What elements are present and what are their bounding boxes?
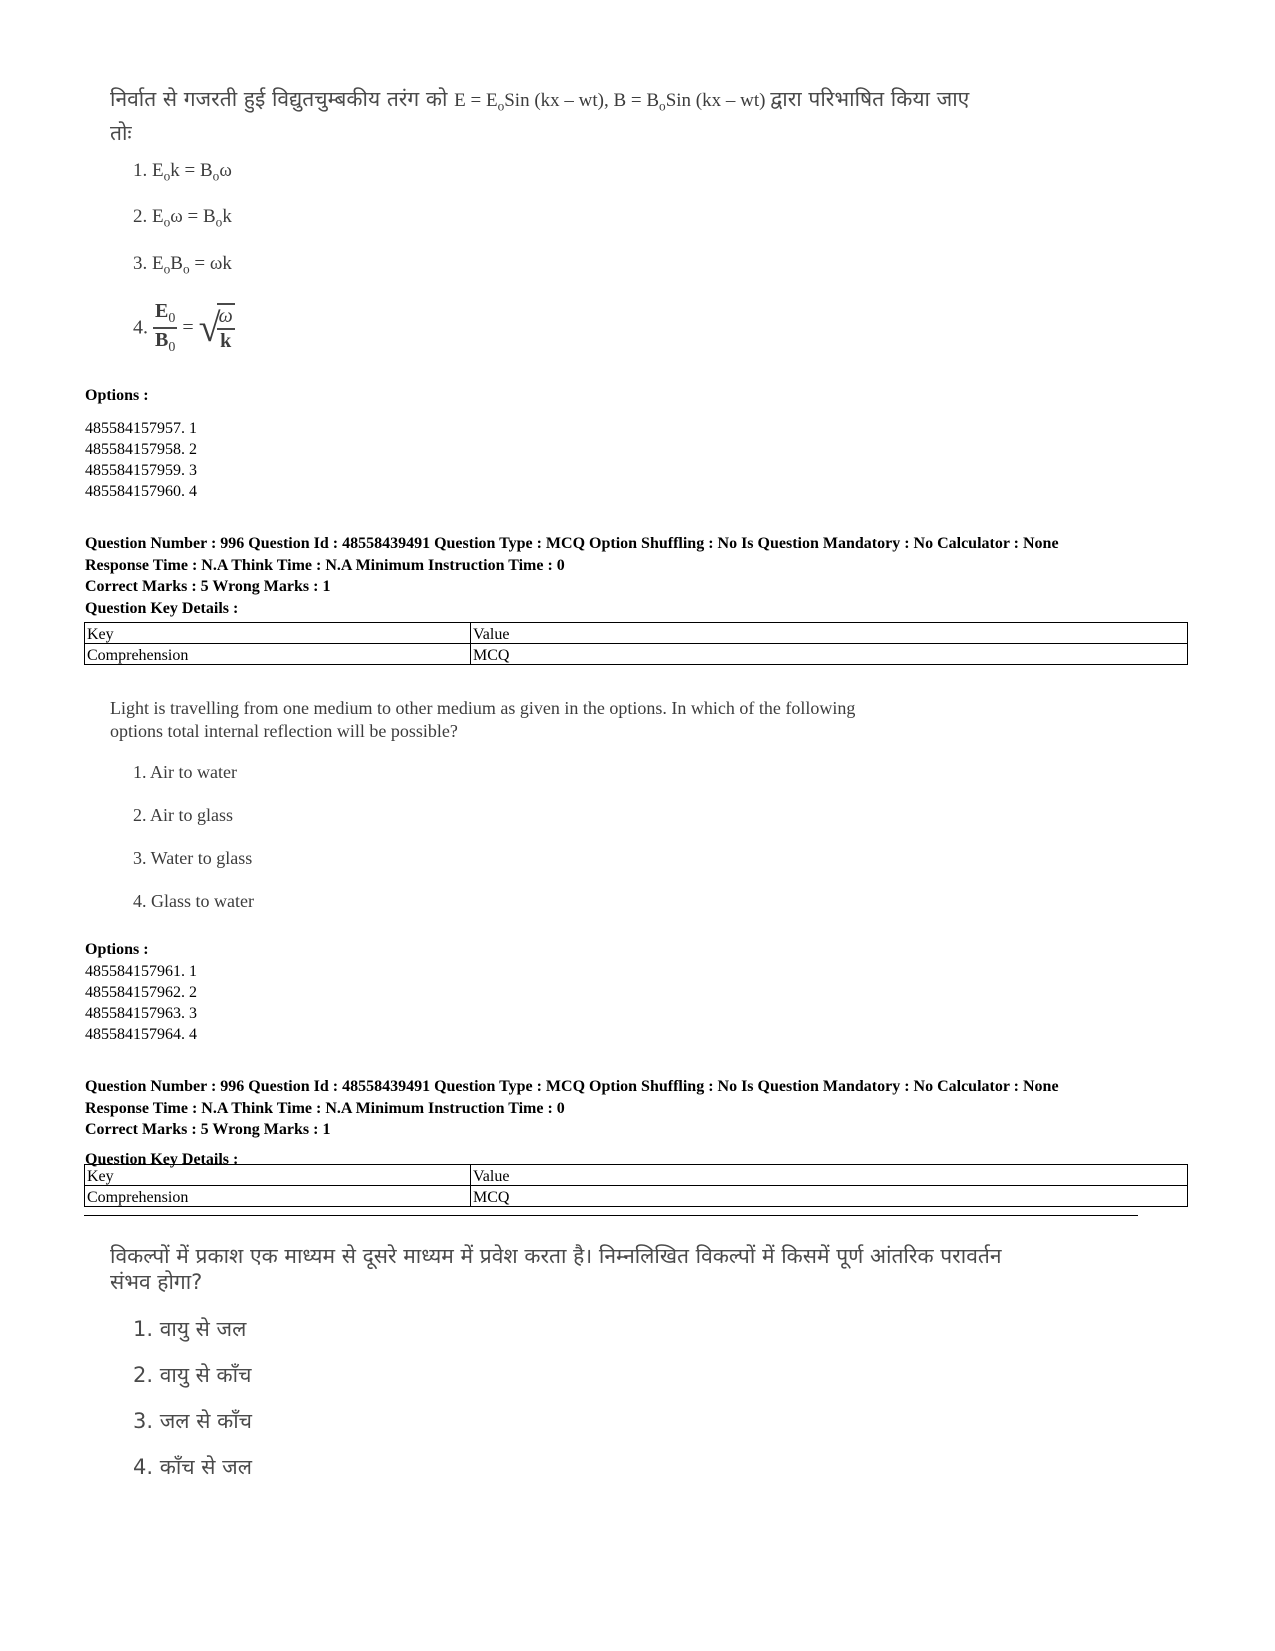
table-cell-key: Comprehension <box>85 1186 471 1207</box>
table-header-key: Key <box>85 623 471 644</box>
q1-stem <box>110 86 1010 146</box>
q3-stem-line1: विकल्पों में प्रकाश एक माध्यम से दूसरे माध्यम में प्रवेश करता है। निम्नलिखित विकल्पों में किसमें पूर्ण आंतरिक परावर्तन <box>110 1244 1002 1268</box>
q2-meta <box>85 533 1225 619</box>
table-header-row <box>85 1165 1188 1186</box>
option-item: 485584157957. 1 <box>85 420 197 437</box>
q3-stem <box>110 1243 1110 1295</box>
q3-choice-2: 2. वायु से काँच <box>133 1363 252 1387</box>
q1-choice-4-root-fraction: $\frac{\omega}{k}$ <box>218 304 233 352</box>
section-divider <box>84 1215 1138 1216</box>
sqrt-icon: √ <box>198 304 221 350</box>
option-item: 485584157961. 1 <box>85 963 197 980</box>
q3-key-details-label: Question Key Details : <box>85 1151 239 1168</box>
q2-choice-list <box>133 762 254 934</box>
q3-meta-line3: Correct Marks : 5 Wrong Marks : 1 <box>85 1121 331 1138</box>
q2-key-details-label: Question Key Details : <box>85 599 239 617</box>
q3-choice-4: 4. काँच से जल <box>133 1455 252 1479</box>
q1-stem-line1: निर्वात से गजरती हुई विद्युतचुम्बकीय तरंग को $E = E_oSin$ (kx – wt), $B = B_oSin$ (kx – wt) द्वारा परिभाषित किया जाए <box>110 87 970 114</box>
option-item: 485584157960. 4 <box>85 483 197 500</box>
q2-options-list <box>85 961 197 1045</box>
q3-meta <box>85 1076 1225 1141</box>
q3-meta-line2: Response Time : N.A Think Time : N.A Minimum Instruction Time : 0 <box>85 1099 565 1117</box>
q2-choice-1: 1. Air to water <box>133 762 237 782</box>
table-header-row <box>85 623 1188 644</box>
table-row <box>85 644 1188 665</box>
q2-key-table <box>84 622 1188 665</box>
q2-choice-2: 2. Air to glass <box>133 805 234 825</box>
q1-choice-4-fraction: $\frac{E_0}{B_0}$ <box>155 300 176 355</box>
q1-equation: $E = E_oSin$ (kx – wt), $B = B_oSin$ (kx – wt) <box>454 90 766 114</box>
table-header-value: Value <box>471 1165 1188 1186</box>
table-row <box>85 1186 1188 1207</box>
table-cell-value: MCQ <box>471 644 1188 665</box>
q2-stem-line2: options total internal reflection will be possible? <box>110 721 458 741</box>
option-item: 485584157962. 2 <box>85 984 197 1001</box>
q3-choice-list <box>133 1315 252 1499</box>
q3-key-table <box>84 1164 1188 1207</box>
q2-stem-line1: Light is travelling from one medium to other medium as given in the options. In which of the following <box>110 698 856 718</box>
q2-options-label: Options : <box>85 941 149 958</box>
table-header-value: Value <box>471 623 1188 644</box>
q1-choice-3: 3. $E_oB_o = \omega k$ <box>133 253 232 277</box>
q2-meta-line1: Question Number : 996 Question Id : 48558439491 Question Type : MCQ Option Shuffling : No Is Question Mandatory : No Calculator : None <box>85 535 1059 552</box>
option-item: 485584157964. 4 <box>85 1026 197 1043</box>
q1-stem-line2: तोः <box>110 120 132 145</box>
option-item: 485584157959. 3 <box>85 462 197 479</box>
q2-meta-line3: Correct Marks : 5 Wrong Marks : 1 <box>85 578 331 595</box>
q2-stem <box>110 697 1010 743</box>
q1-choice-2: 2. $E_o\omega = B_ok$ <box>133 206 232 230</box>
q3-choice-1: 1. वायु से जल <box>133 1317 247 1341</box>
table-cell-key: Comprehension <box>85 644 471 665</box>
option-item: 485584157958. 2 <box>85 441 197 458</box>
q2-choice-3: 3. Water to glass <box>133 848 253 868</box>
q2-choice-4: 4. Glass to water <box>133 891 254 911</box>
q3-stem-line2: संभव होगा? <box>110 1270 203 1294</box>
q3-choice-3: 3. जल से काँच <box>133 1409 252 1433</box>
q2-meta-line2: Response Time : N.A Think Time : N.A Minimum Instruction Time : 0 <box>85 556 565 574</box>
table-cell-value: MCQ <box>471 1186 1188 1207</box>
table-header-key: Key <box>85 1165 471 1186</box>
q1-choice-1: 1. $E_ok = B_o\omega$ <box>133 160 232 184</box>
q3-meta-line1: Question Number : 996 Question Id : 48558439491 Question Type : MCQ Option Shuffling : No Is Question Mandatory : No Calculator : None <box>85 1078 1059 1095</box>
q1-options-list <box>85 418 197 502</box>
option-item: 485584157963. 3 <box>85 1005 197 1022</box>
q1-choice-4: 4. $\frac{E_0}{B_0}$ = √ $\frac{\omega}{k}$ <box>133 300 233 355</box>
q1-options-label: Options : <box>85 387 149 404</box>
